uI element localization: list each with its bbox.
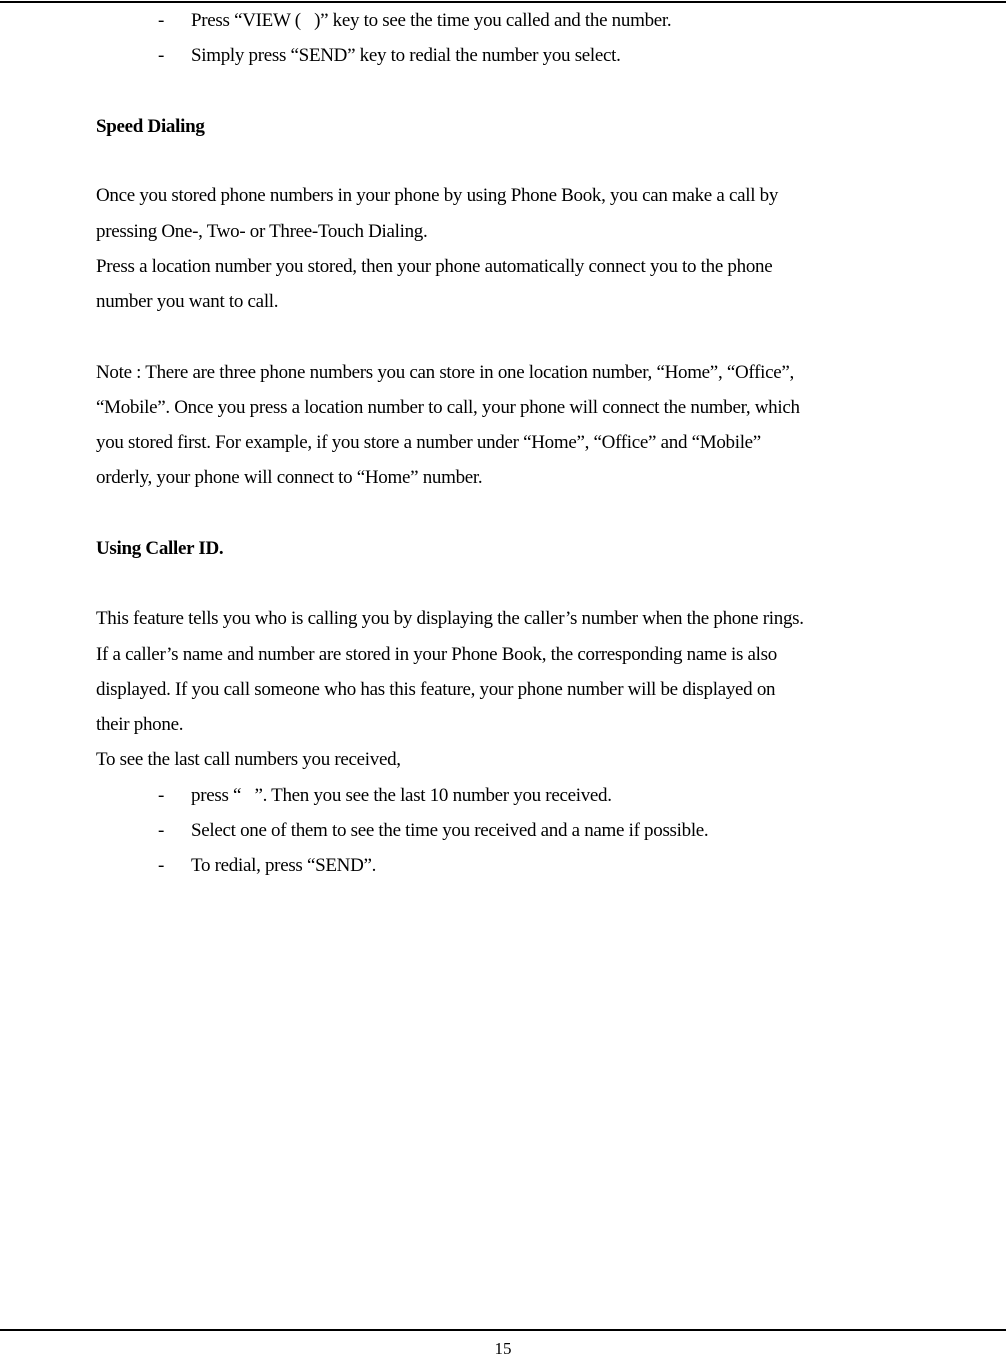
list-item-text: To redial, press “SEND”. [191,855,377,876]
paragraph-line: pressing One-, Two- or Three-Touch Dialing. [96,221,428,242]
list-item-text: Press “VIEW ( )” key to see the time you called and the number. [191,10,672,31]
section-heading-speed-dialing: Speed Dialing [96,116,205,137]
paragraph-line: their phone. [96,714,184,735]
page-number: 15 [494,1339,512,1358]
note-line: Note : There are three phone numbers you can store in one location number, “Home”, “Office”, [96,362,794,383]
bullet-dash: - [158,10,165,31]
bullet-dash: - [158,45,165,66]
list-item-text: press “ ”. Then you see the last 10 number you received. [191,785,612,806]
section-heading-caller-id: Using Caller ID. [96,538,224,559]
list-item-text: Simply press “SEND” key to redial the number you select. [191,45,621,66]
paragraph-line: Press a location number you stored, then your phone automatically connect you to the phone [96,256,773,277]
paragraph-line: Once you stored phone numbers in your phone by using Phone Book, you can make a call by [96,185,779,206]
header-rule [0,1,1006,3]
list-item-text: Select one of them to see the time you received and a name if possible. [191,820,709,841]
note-line: orderly, your phone will connect to “Home” number. [96,467,483,488]
footer-rule [0,1329,1006,1331]
bullet-dash: - [158,820,165,841]
paragraph-line: If a caller’s name and number are stored in your Phone Book, the corresponding name is also [96,644,777,665]
paragraph-line: displayed. If you call someone who has this feature, your phone number will be displayed on [96,679,776,700]
note-line: you stored first. For example, if you store a number under “Home”, “Office” and “Mobile” [96,432,761,453]
bullet-dash: - [158,785,165,806]
bullet-dash: - [158,855,165,876]
paragraph-line: To see the last call numbers you received, [96,749,401,770]
paragraph-line: number you want to call. [96,291,279,312]
paragraph-line: This feature tells you who is calling you by displaying the caller’s number when the phone rings. [96,608,804,629]
note-line: “Mobile”. Once you press a location number to call, your phone will connect the number, which [96,397,800,418]
